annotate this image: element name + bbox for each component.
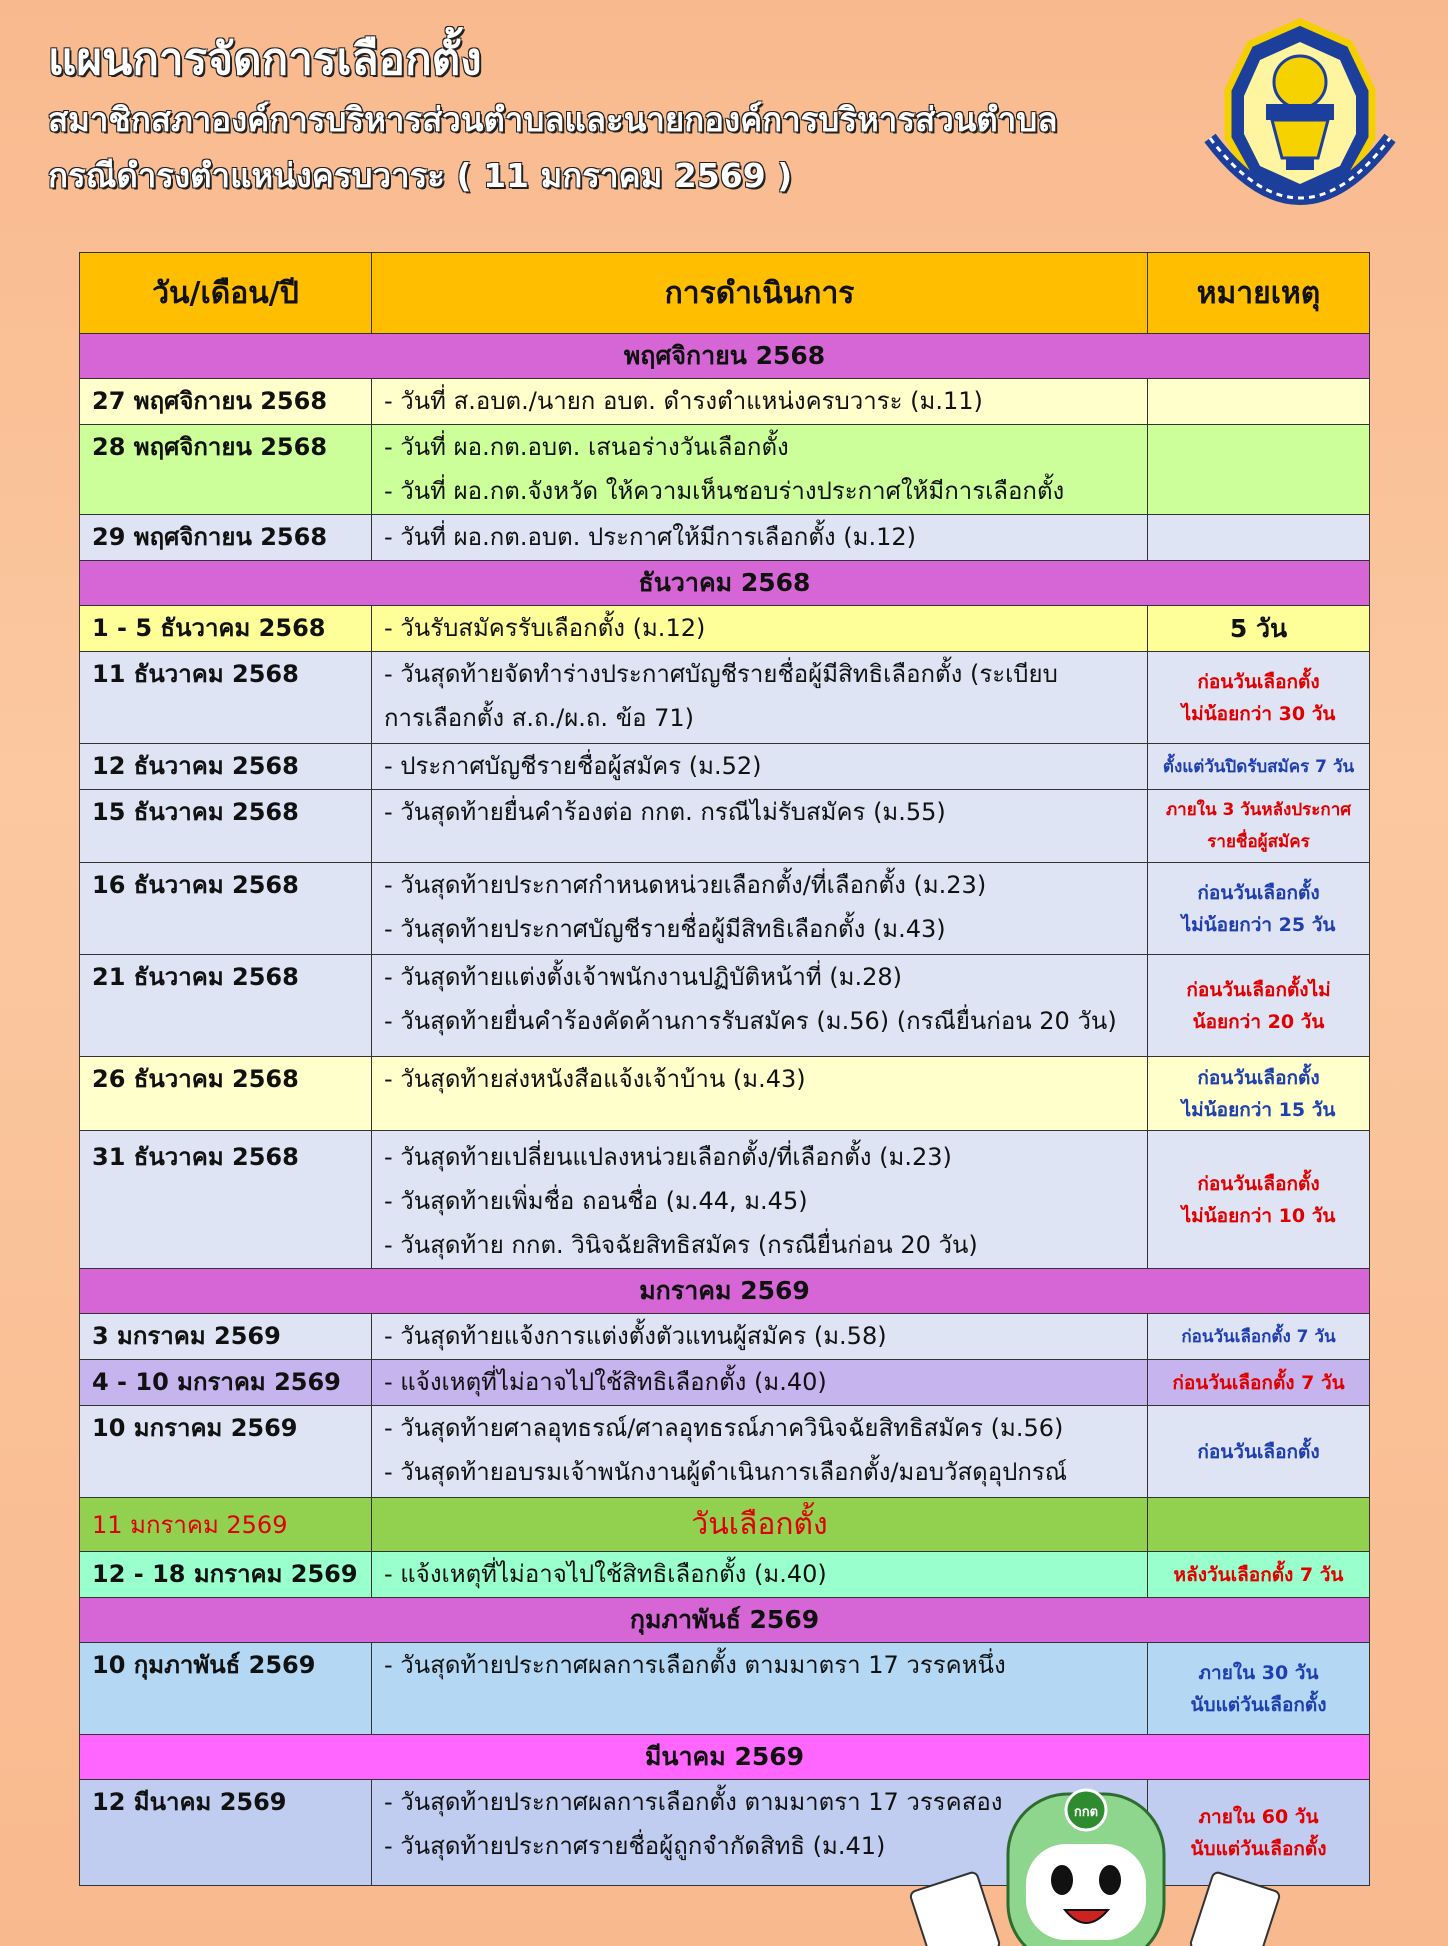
row-note: ก่อนวันเลือกตั้ง 7 วัน xyxy=(1148,1360,1370,1406)
row-note xyxy=(1148,515,1370,561)
action-line: - วันที่ ผอ.กต.อบต. เสนอร่างวันเลือกตั้ง xyxy=(384,433,789,461)
month-row-december: ธันวาคม 2568 xyxy=(80,561,1370,606)
election-day-label: วันเลือกตั้ง xyxy=(372,1498,1148,1552)
action-line: - วันสุดท้ายเพิ่มชื่อ ถอนชื่อ (ม.44, ม.45) xyxy=(384,1187,808,1215)
table-row xyxy=(80,955,1370,1057)
row-date: 28 พฤศจิกายน 2568 xyxy=(80,425,372,515)
page-subtitle-date: กรณีดำรงตำแหน่งครบวาระ ( 11 มกราคม 2569 ) xyxy=(48,156,793,195)
row-note: ภายใน 30 วัน นับแต่วันเลือกตั้ง xyxy=(1148,1643,1370,1735)
action-line: - วันสุดท้ายประกาศกำหนดหน่วยเลือกตั้ง/ที่เลือกตั้ง (ม.23) xyxy=(384,871,987,899)
table-row xyxy=(80,1643,1370,1735)
action-line: - วันที่ ส.อบต./นายก อบต. ดำรงตำแหน่งครบวาระ (ม.11) xyxy=(384,387,983,415)
month-row-march: มีนาคม 2569 xyxy=(80,1735,1370,1780)
row-date: 15 ธันวาคม 2568 xyxy=(80,790,372,863)
action-line: - วันที่ ผอ.กต.จังหวัด ให้ความเห็นชอบร่างประกาศให้มีการเลือกตั้ง xyxy=(384,477,1065,505)
action-line: การเลือกตั้ง ส.ถ./ผ.ถ. ข้อ 71) xyxy=(384,704,695,732)
month-row-november: พฤศจิกายน 2568 xyxy=(80,334,1370,379)
row-date: 11 มกราคม 2569 xyxy=(80,1498,372,1552)
election-commission-seal-icon xyxy=(1190,18,1410,228)
row-date: 3 มกราคม 2569 xyxy=(80,1314,372,1360)
action-line: - วันสุดท้ายประกาศผลการเลือกตั้ง ตามมาตรา 17 วรรคหนึ่ง xyxy=(384,1651,1006,1679)
row-action xyxy=(372,606,1148,652)
row-note: ก่อนวันเลือกตั้ง ไม่น้อยกว่า 25 วัน xyxy=(1148,863,1370,955)
action-line: - วันสุดท้ายประกาศบัญชีรายชื่อผู้มีสิทธิเลือกตั้ง (ม.43) xyxy=(384,915,946,943)
election-schedule-table xyxy=(79,252,1370,1886)
row-date: 10 มกราคม 2569 xyxy=(80,1406,372,1498)
row-note: ก่อนวันเลือกตั้ง 7 วัน xyxy=(1148,1314,1370,1360)
column-header-action: การดำเนินการ xyxy=(372,253,1148,334)
table-row xyxy=(80,425,1370,515)
row-action xyxy=(372,1406,1148,1498)
row-date: 4 - 10 มกราคม 2569 xyxy=(80,1360,372,1406)
table-header-row xyxy=(80,253,1370,334)
table-row xyxy=(80,1360,1370,1406)
row-note: ภายใน 60 วัน นับแต่วันเลือกตั้ง xyxy=(1148,1780,1370,1886)
action-line: - วันสุดท้ายศาลอุทธรณ์/ศาลอุทธรณ์ภาควินิจฉัยสิทธิสมัคร (ม.56) xyxy=(384,1414,1064,1442)
row-note: 5 วัน xyxy=(1148,606,1370,652)
row-action xyxy=(372,744,1148,790)
row-date: 10 กุมภาพันธ์ 2569 xyxy=(80,1643,372,1735)
table-row xyxy=(80,1131,1370,1269)
column-header-date: วัน/เดือน/ปี xyxy=(80,253,372,334)
row-date: 16 ธันวาคม 2568 xyxy=(80,863,372,955)
row-note: ก่อนวันเลือกตั้งไม่ น้อยกว่า 20 วัน xyxy=(1148,955,1370,1057)
table-row xyxy=(80,1057,1370,1131)
header xyxy=(48,28,1168,204)
table-row xyxy=(80,652,1370,744)
election-day-row xyxy=(80,1498,1370,1552)
mascot-icon xyxy=(900,1770,1320,1946)
table-row xyxy=(80,1552,1370,1598)
row-date: 12 - 18 มกราคม 2569 xyxy=(80,1552,372,1598)
row-date: 11 ธันวาคม 2568 xyxy=(80,652,372,744)
row-note: ก่อนวันเลือกตั้ง ไม่น้อยกว่า 15 วัน xyxy=(1148,1057,1370,1131)
action-line: - วันสุดท้ายยื่นคำร้องคัดค้านการรับสมัคร (ม.56) (กรณียื่นก่อน 20 วัน) xyxy=(384,1007,1117,1035)
row-action xyxy=(372,1643,1148,1735)
row-date: 27 พฤศจิกายน 2568 xyxy=(80,379,372,425)
row-action xyxy=(372,379,1148,425)
row-date: 12 ธันวาคม 2568 xyxy=(80,744,372,790)
mascot-badge: กกต xyxy=(1073,1805,1099,1820)
month-row-january: มกราคม 2569 xyxy=(80,1269,1370,1314)
column-header-note: หมายเหตุ xyxy=(1148,253,1370,334)
action-line: - วันรับสมัครรับเลือกตั้ง (ม.12) xyxy=(384,614,706,642)
action-line: - วันสุดท้ายยื่นคำร้องต่อ กกต. กรณีไม่รับสมัคร (ม.55) xyxy=(384,798,946,826)
row-action xyxy=(372,1360,1148,1406)
month-row-february: กุมภาพันธ์ 2569 xyxy=(80,1598,1370,1643)
row-note: ก่อนวันเลือกตั้ง xyxy=(1148,1406,1370,1498)
action-line: - ประกาศบัญชีรายชื่อผู้สมัคร (ม.52) xyxy=(384,752,762,780)
row-date: 29 พฤศจิกายน 2568 xyxy=(80,515,372,561)
table-row xyxy=(80,790,1370,863)
row-note: ตั้งแต่วันปิดรับสมัคร 7 วัน xyxy=(1148,744,1370,790)
row-date: 12 มีนาคม 2569 xyxy=(80,1780,372,1886)
row-note: ภายใน 3 วันหลังประกาศ รายชื่อผู้สมัคร xyxy=(1148,790,1370,863)
page-subtitle: สมาชิกสภาองค์การบริหารส่วนตำบลและนายกองค์การบริหารส่วนตำบล xyxy=(48,100,1058,139)
row-action xyxy=(372,425,1148,515)
row-note xyxy=(1148,425,1370,515)
action-line: - วันสุดท้ายประกาศผลการเลือกตั้ง ตามมาตรา 17 วรรคสอง xyxy=(384,1788,1003,1816)
table-row xyxy=(80,379,1370,425)
row-note: ก่อนวันเลือกตั้ง ไม่น้อยกว่า 30 วัน xyxy=(1148,652,1370,744)
action-line: - วันสุดท้ายอบรมเจ้าพนักงานผู้ดำเนินการเลือกตั้ง/มอบวัสดุอุปกรณ์ xyxy=(384,1458,1068,1486)
action-line: - แจ้งเหตุที่ไม่อาจไปใช้สิทธิเลือกตั้ง (ม.40) xyxy=(384,1368,827,1396)
action-line: - วันสุดท้ายส่งหนังสือแจ้งเจ้าบ้าน (ม.43) xyxy=(384,1065,806,1093)
row-action xyxy=(372,515,1148,561)
action-line: - วันที่ ผอ.กต.อบต. ประกาศให้มีการเลือกตั้ง (ม.12) xyxy=(384,523,916,551)
row-action xyxy=(372,1314,1148,1360)
action-line: - วันสุดท้ายแจ้งการแต่งตั้งตัวแทนผู้สมัคร (ม.58) xyxy=(384,1322,887,1350)
row-note xyxy=(1148,1498,1370,1552)
action-line: - วันสุดท้าย กกต. วินิจฉัยสิทธิสมัคร (กรณียื่นก่อน 20 วัน) xyxy=(384,1231,978,1259)
row-date: 1 - 5 ธันวาคม 2568 xyxy=(80,606,372,652)
action-line: - แจ้งเหตุที่ไม่อาจไปใช้สิทธิเลือกตั้ง (ม.40) xyxy=(384,1560,827,1588)
page-title: แผนการจัดการเลือกตั้ง xyxy=(48,34,482,85)
row-action xyxy=(372,955,1148,1057)
table-row xyxy=(80,1314,1370,1360)
row-action xyxy=(372,652,1148,744)
row-note: ก่อนวันเลือกตั้ง ไม่น้อยกว่า 10 วัน xyxy=(1148,1131,1370,1269)
row-note xyxy=(1148,379,1370,425)
row-action xyxy=(372,1131,1148,1269)
action-line: - วันสุดท้ายประกาศรายชื่อผู้ถูกจำกัดสิทธิ (ม.41) xyxy=(384,1832,886,1860)
row-action xyxy=(372,1552,1148,1598)
row-action xyxy=(372,863,1148,955)
table-row xyxy=(80,863,1370,955)
row-date: 21 ธันวาคม 2568 xyxy=(80,955,372,1057)
row-date: 26 ธันวาคม 2568 xyxy=(80,1057,372,1131)
table-row xyxy=(80,606,1370,652)
table-row xyxy=(80,515,1370,561)
action-line: - วันสุดท้ายจัดทำร่างประกาศบัญชีรายชื่อผู้มีสิทธิเลือกตั้ง (ระเบียบ xyxy=(384,660,1058,688)
row-action xyxy=(372,790,1148,863)
row-action xyxy=(372,1057,1148,1131)
action-line: - วันสุดท้ายเปลี่ยนแปลงหน่วยเลือกตั้ง/ที่เลือกตั้ง (ม.23) xyxy=(384,1143,952,1171)
table-row xyxy=(80,744,1370,790)
action-line: - วันสุดท้ายแต่งตั้งเจ้าพนักงานปฏิบัติหน้าที่ (ม.28) xyxy=(384,963,902,991)
table-row xyxy=(80,1406,1370,1498)
row-date: 31 ธันวาคม 2568 xyxy=(80,1131,372,1269)
row-note: หลังวันเลือกตั้ง 7 วัน xyxy=(1148,1552,1370,1598)
